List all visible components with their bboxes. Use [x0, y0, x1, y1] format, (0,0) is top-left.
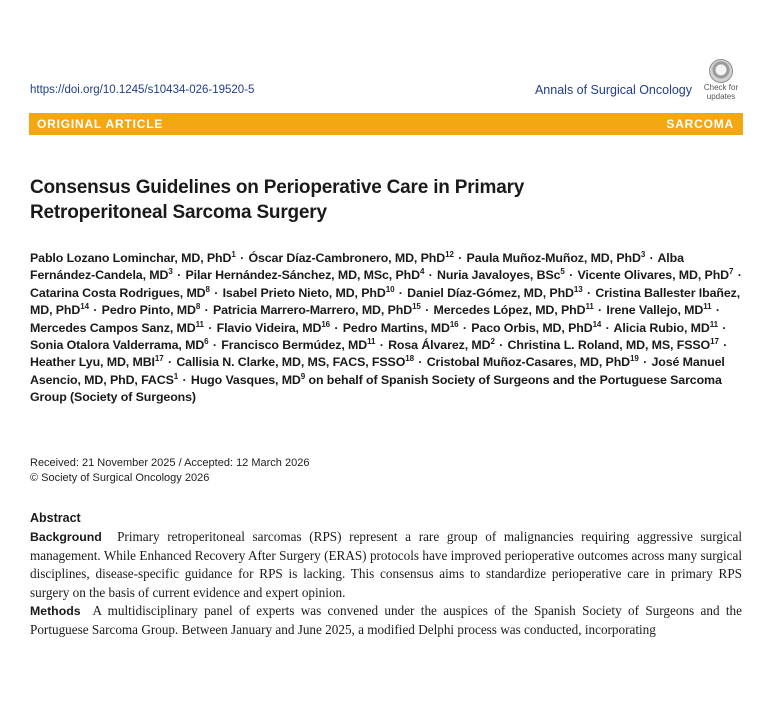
author[interactable] [30, 251, 236, 265]
article-dates [30, 456, 309, 485]
title-line-1: Consensus Guidelines on Perioperative Care in Primary [30, 177, 525, 198]
author-separator: · [182, 372, 187, 387]
author[interactable] [427, 355, 639, 369]
author-separator: · [569, 268, 574, 283]
copyright: © Society of Surgical Oncology 2026 [30, 471, 210, 484]
author[interactable] [248, 251, 453, 265]
author-name: Heather Lyu, MD, MBI [30, 355, 155, 370]
author-name: Catarina Costa Rodrigues, MD [30, 285, 206, 300]
author-separator: · [334, 320, 339, 335]
author-name: Nuria Javaloyes, BSc [437, 268, 561, 283]
author-affiliation: 15 [412, 302, 421, 312]
author-name: Callisia N. Clarke, MD, MS, FACS, FSSO [176, 355, 406, 370]
author-separator: · [737, 268, 742, 283]
author-separator: · [93, 303, 98, 318]
paper-title [30, 175, 680, 225]
author-separator: · [605, 320, 610, 335]
author-affiliation: 3 [168, 267, 173, 277]
author[interactable] [30, 338, 209, 352]
author-separator: · [586, 285, 591, 300]
article-section: SARCOMA [666, 117, 734, 131]
author-affiliation: 2 [490, 336, 495, 346]
author-affiliation: 13 [573, 284, 583, 294]
author-name: Cristina Ballester Ibañez, MD, PhD [30, 285, 741, 318]
author[interactable] [471, 321, 601, 335]
author-affiliation: 18 [405, 354, 414, 364]
author-affiliation: 8 [205, 284, 210, 294]
abstract-methods [30, 602, 742, 639]
badge-line-1: Check for [703, 83, 739, 92]
author-affiliation: 17 [154, 354, 164, 364]
author-affiliation: 3 [640, 249, 646, 259]
author-name: Mercedes López, MD, PhD [433, 303, 586, 318]
author-affiliation: 11 [367, 336, 376, 346]
author-separator: · [715, 303, 720, 318]
author-separator: · [379, 338, 384, 353]
author-affiliation: 5 [560, 267, 565, 277]
author-name: Pedro Pinto, MD [101, 303, 196, 318]
author-name: José Manuel Asencio, MD, PhD, FACS [30, 355, 725, 387]
authors-group: on behalf of Spanish Society of Surgeons and the Portuguese Sarcoma Group (Society of Surgeons) [30, 372, 722, 405]
author-list [30, 250, 750, 407]
author-separator: · [643, 355, 648, 370]
author[interactable] [577, 268, 733, 282]
author-name: Pedro Martins, MD [342, 320, 450, 335]
methods-text: A multidisciplinary panel of experts was convened under the auspices of the Spanish Society of Surgeons and the Portuguese Sarcoma Group. Between January and June 2025, a modified Delphi process was conducted, incorporating [30, 603, 742, 637]
author-name: Alicia Rubio, MD [613, 320, 710, 335]
author-name: Paula Muñoz-Muñoz, MD, PhD [466, 251, 641, 265]
check-updates-icon [709, 59, 733, 83]
abstract-heading: Abstract [30, 511, 81, 525]
author-separator: · [240, 251, 245, 265]
author-separator: · [214, 285, 219, 300]
author-affiliation: 16 [449, 319, 459, 329]
author-separator: · [212, 338, 217, 353]
author-affiliation: 6 [204, 336, 209, 346]
author-name: Irene Vallejo, MD [606, 303, 704, 318]
author-affiliation: 11 [195, 319, 204, 329]
author[interactable] [434, 303, 594, 317]
author[interactable] [437, 268, 565, 282]
author-affiliation: 9 [300, 371, 306, 381]
author-affiliation: 19 [630, 354, 639, 364]
author-affiliation: 14 [80, 302, 89, 312]
author-affiliation: 14 [592, 319, 602, 329]
background-label: Background [30, 530, 102, 544]
journal-name[interactable]: Annals of Surgical Oncology [534, 83, 692, 97]
author[interactable] [221, 338, 375, 352]
author-name: Alba Fernández-Candela, MD [30, 251, 684, 283]
author[interactable] [30, 321, 204, 335]
received-accepted: Received: 21 November 2025 / Accepted: 12 March 2026 [30, 457, 310, 469]
author-name: Mercedes Campos Sanz, MD [30, 320, 196, 335]
author[interactable] [508, 338, 719, 352]
author-name: Paco Orbis, MD, PhD [471, 320, 593, 335]
author[interactable] [217, 321, 330, 335]
author-separator: · [398, 285, 403, 300]
author-separator: · [167, 355, 172, 370]
author[interactable] [191, 373, 305, 387]
author-name: Sonia Otalora Valderrama, MD [30, 338, 205, 353]
author[interactable] [185, 268, 424, 282]
author-separator: · [458, 251, 463, 265]
author[interactable] [467, 251, 646, 265]
author-name: Daniel Díaz-Gómez, MD, PhD [407, 285, 574, 300]
author-separator: · [208, 320, 213, 335]
author-name: Cristobal Muñoz-Casares, MD, PhD [426, 355, 631, 370]
author-affiliation: 10 [385, 284, 395, 294]
abstract-body [30, 528, 742, 639]
abstract-background [30, 528, 742, 602]
author-affiliation: 11 [709, 319, 718, 329]
author-affiliation: 8 [195, 302, 201, 312]
author[interactable] [213, 303, 421, 317]
author-name: Isabel Prieto Nieto, MD, PhD [222, 285, 386, 300]
author[interactable] [388, 338, 495, 352]
article-type: ORIGINAL ARTICLE [37, 117, 164, 131]
background-text: Primary retroperitoneal sarcomas (RPS) represent a rare group of malignancies requiring aggressive surgical management. While Enhanced Recovery After Surgery (ERAS) protocols have improved perioperative outcomes across many surgical disciplines, disease-specific guidance for RPS is lacking. This consensus aims to standardize perioperative care in primary RPS surgery on the basis of current evidence and expert opinion. [30, 529, 743, 600]
doi-link[interactable]: https://doi.org/10.1245/s10434-026-19520-5 [30, 84, 255, 96]
author-separator: · [499, 338, 504, 353]
author-name: Francisco Bermúdez, MD [221, 338, 368, 353]
author-affiliation: 7 [729, 267, 734, 277]
author-separator: · [425, 303, 430, 318]
author-affiliation: 4 [419, 267, 425, 277]
author-affiliation: 1 [231, 249, 236, 259]
author-separator: · [598, 303, 603, 318]
author-separator: · [428, 268, 433, 283]
author-separator: · [462, 320, 467, 335]
author-separator: · [204, 303, 209, 318]
author-separator: · [722, 320, 727, 335]
author-affiliation: 11 [703, 302, 712, 312]
author-name: Pablo Lozano Lominchar, MD, PhD [30, 251, 232, 265]
author-name: Christina L. Roland, MD, MS, FSSO [507, 338, 711, 353]
author[interactable] [176, 355, 414, 369]
methods-label: Methods [30, 604, 81, 618]
author-name: Pilar Hernández-Sánchez, MD, MSc, PhD [185, 268, 420, 283]
author-name: Óscar Díaz-Cambronero, MD, PhD [248, 251, 446, 265]
author-separator: · [723, 338, 728, 353]
author-separator: · [418, 355, 423, 370]
author[interactable] [102, 303, 201, 317]
author[interactable] [223, 286, 395, 300]
author-affiliation: 17 [710, 336, 719, 346]
author[interactable] [30, 355, 164, 369]
author-name: Hugo Vasques, MD [190, 372, 301, 387]
badge-line-2: updates [706, 92, 736, 101]
author[interactable] [343, 321, 459, 335]
author-name: Patricia Marrero-Marrero, MD, PhD [212, 303, 413, 318]
author-name: Rosa Álvarez, MD [388, 338, 491, 353]
author-affiliation: 12 [445, 249, 454, 259]
title-line-2: Retroperitoneal Sarcoma Surgery [30, 202, 327, 223]
author[interactable] [614, 321, 718, 335]
author[interactable] [606, 303, 711, 317]
author-affiliation: 16 [321, 319, 331, 329]
author-name: Flavio Videira, MD [216, 320, 322, 335]
article-type-banner [29, 113, 743, 135]
author-separator: · [649, 251, 654, 265]
author[interactable] [30, 286, 210, 300]
author-affiliation: 11 [585, 302, 594, 312]
author-name: Vicente Olivares, MD, PhD [577, 268, 730, 283]
author-affiliation: 1 [173, 371, 179, 381]
check-for-updates-badge[interactable] [699, 59, 743, 99]
author-separator: · [177, 268, 182, 283]
author[interactable] [407, 286, 582, 300]
